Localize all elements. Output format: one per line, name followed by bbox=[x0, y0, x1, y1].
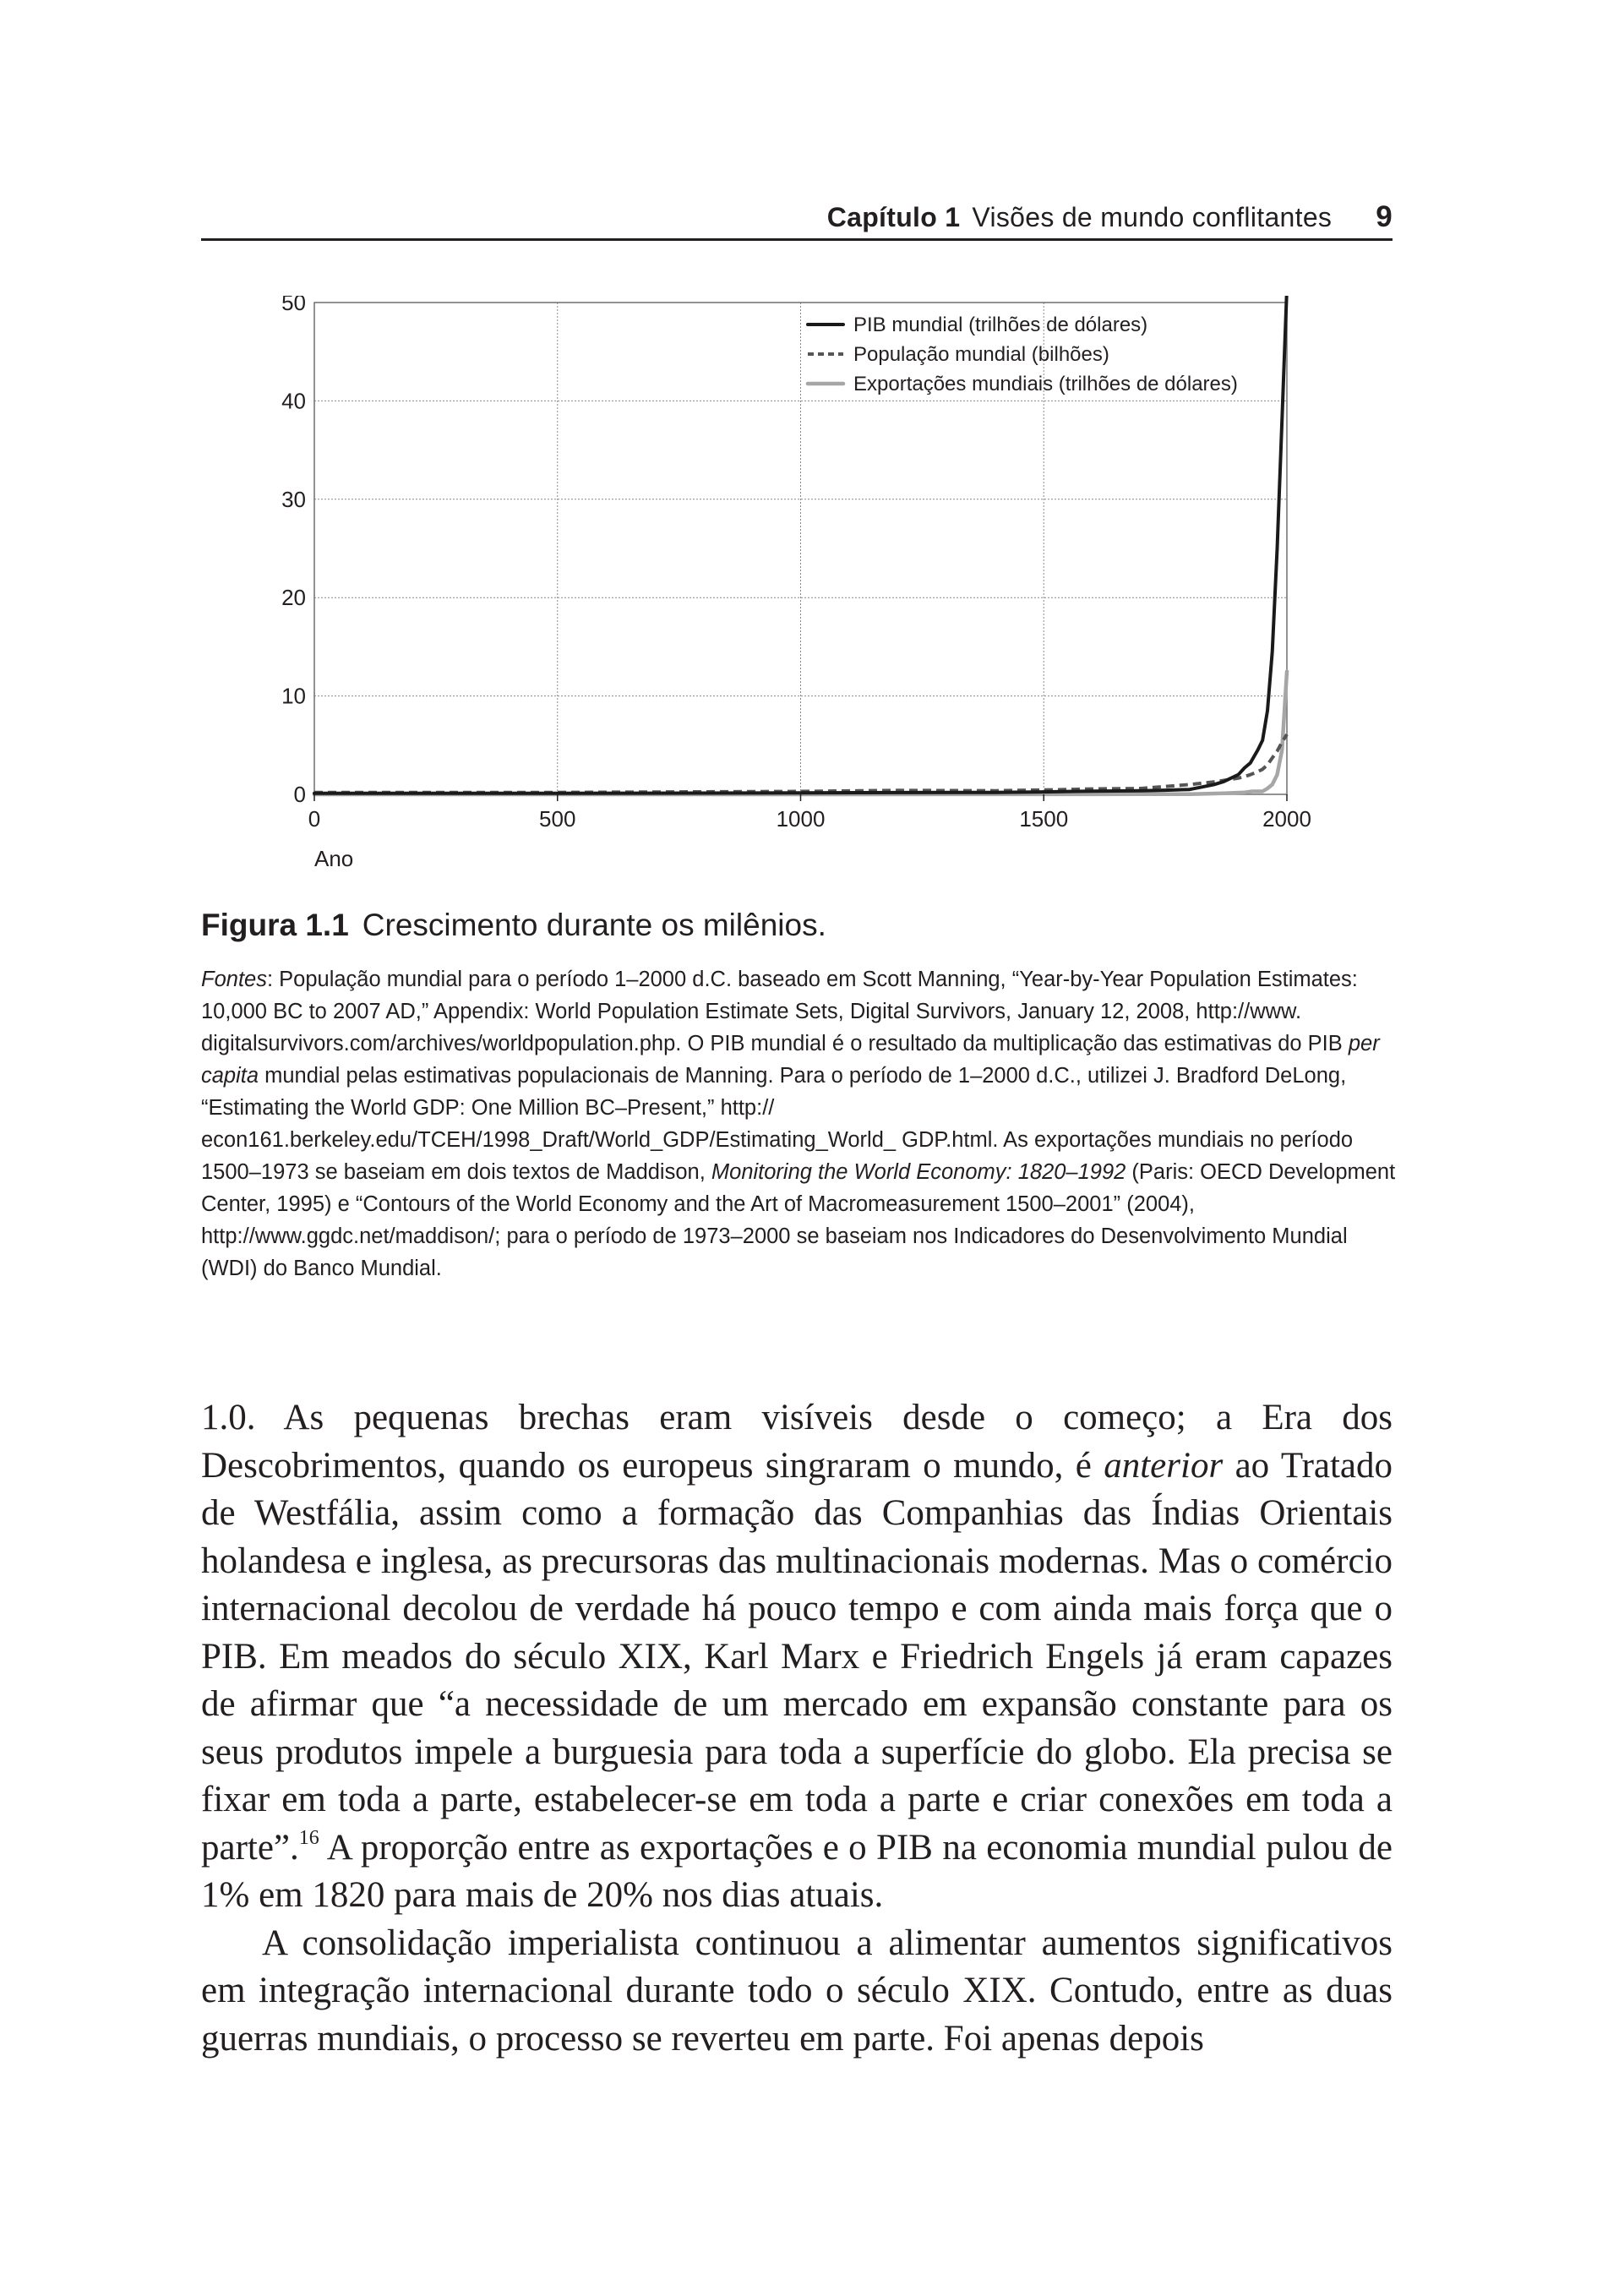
running-head bbox=[201, 196, 1393, 241]
paragraph-1 bbox=[201, 1394, 1393, 1920]
y-tick-label: 30 bbox=[281, 486, 306, 512]
figure-growth-chart bbox=[253, 296, 1352, 879]
paragraph-1-part-b: ao Tratado de Westfália, assim como a formação das Companhias das Índias Orientais holandesa e inglesa, as precursoras das multinacionais modernas. Mas o comércio internacional decolou de verdade há pouco tempo e com ainda mais força que o PIB. Em meados do século XIX, Karl Marx e Friedrich Engels já eram capazes de afirmar que “a necessidade de um mercado em expansão constante para os seus produtos impele a burguesia para toda a superfície do globo. Ela precisa se fixar em toda a parte, estabelecer-se em toda a parte e criar conexões em toda a parte”. bbox=[201, 1445, 1393, 1868]
paragraph-1-emphasis: anterior bbox=[1104, 1445, 1224, 1486]
figure-caption-text: Crescimento durante os milênios. bbox=[362, 908, 826, 942]
sources-label: Fontes bbox=[201, 968, 267, 991]
x-tick-label: 1000 bbox=[776, 806, 826, 832]
growth-chart bbox=[253, 296, 1352, 879]
y-tick-label: 50 bbox=[281, 296, 306, 315]
figure-label: Figura 1.1 bbox=[201, 908, 349, 942]
sources-text-2: mundial pelas estimativas populacionais de Manning. Para o período de 1–2000 d.C., utilizei J. Bradford DeLong, “Estimating the World GDP: One Million BC–Present,” http:// econ161.berkeley.edu/TCEH/1998_Draft/World_GDP/Estimating_World_ GDP.html. As exportações mundiais no período 1500–1973 se baseiam em dois textos de Maddison, bbox=[201, 1064, 1354, 1184]
paragraph-2: A consolidação imperialista continuou a alimentar aumentos significativos em integração internacional durante todo o século XIX. Contudo, entre as duas guerras mundiais, o processo se reverteu em parte. Foi apenas depois bbox=[201, 1922, 1393, 2059]
legend-label-2: Exportações mundiais (trilhões de dólares) bbox=[853, 373, 1238, 395]
legend-label-1: População mundial (bilhões) bbox=[853, 343, 1109, 366]
paragraph-1-part-c: A proporção entre as exportações e o PIB na economia mundial pulou de 1% em 1820 para mais de 20% nos dias atuais. bbox=[201, 1827, 1393, 1915]
x-tick-label: 2000 bbox=[1262, 806, 1311, 832]
x-tick-label: 500 bbox=[539, 806, 576, 832]
figure-caption bbox=[201, 908, 1393, 942]
sources-emphasis-2: Monitoring the World Economy: 1820–1992 bbox=[711, 1160, 1126, 1184]
x-axis-label: Ano bbox=[314, 846, 354, 871]
page-number: 9 bbox=[1376, 200, 1393, 233]
chapter-title: Visões de mundo conflitantes bbox=[972, 201, 1333, 232]
body-text bbox=[201, 1394, 1393, 2063]
sources-text-1: : População mundial para o período 1–2000 d.C. baseado em Scott Manning, “Year-by-Year Population Estimates: 10,000 BC to 2007 AD,” Appendix: World Population Estimate Sets, Digital Survivors, January 12, 2008, http://www. digitalsurvivors.com/archives/worldpopulation.php. O PIB mundial é o resultado da multiplicação das estimativas do PIB bbox=[201, 968, 1358, 1055]
figure-sources bbox=[201, 963, 1401, 1284]
sources-emphasis-1: per capita bbox=[201, 1032, 1380, 1088]
y-tick-label: 40 bbox=[281, 388, 306, 414]
x-tick-label: 0 bbox=[308, 806, 321, 832]
y-tick-label: 10 bbox=[281, 683, 306, 709]
x-tick-label: 1500 bbox=[1019, 806, 1069, 832]
chart-legend bbox=[808, 314, 1238, 395]
footnote-ref-16[interactable]: 16 bbox=[298, 1826, 319, 1849]
legend-label-0: PIB mundial (trilhões de dólares) bbox=[853, 314, 1148, 336]
paragraph-1-part-a: 1.0. As pequenas brechas eram visíveis desde o começo; a Era dos Descobrimentos, quando os europeus singraram o mundo, é bbox=[201, 1398, 1393, 1486]
chapter-label: Capítulo 1 bbox=[826, 201, 961, 232]
y-tick-label: 20 bbox=[281, 585, 306, 611]
sources-text-3: (Paris: OECD Development Center, 1995) e “Contours of the World Economy and the Art of Macromeasurement 1500–2001” (2004), http://www.ggdc.net/maddison/; para o período de 1973–2000 se baseiam nos Indicadores do Desenvolvimento Mundial (WDI) do Banco Mundial. bbox=[201, 1160, 1396, 1280]
y-tick-label: 0 bbox=[293, 782, 306, 807]
